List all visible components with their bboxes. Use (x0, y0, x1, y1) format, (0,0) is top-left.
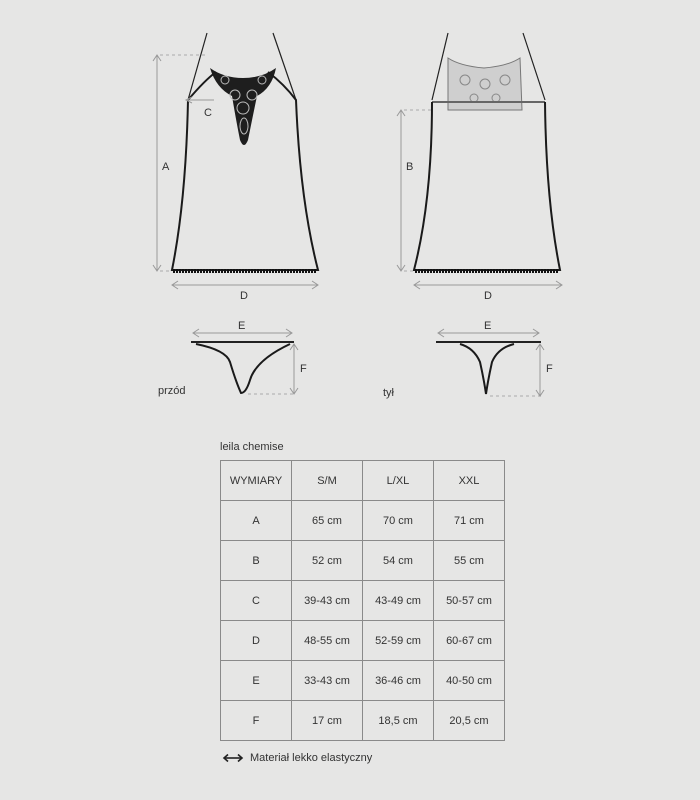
table-row (221, 541, 505, 581)
table-cell: 55 cm (434, 541, 505, 581)
back-label: tył (383, 387, 394, 399)
header-cell: S/M (292, 461, 363, 501)
table-row (221, 661, 505, 701)
front-chemise (153, 33, 318, 302)
table-cell: 50-57 cm (434, 581, 505, 621)
table-cell: 40-50 cm (434, 661, 505, 701)
table-cell: 54 cm (363, 541, 434, 581)
table-cell: 36-46 cm (363, 661, 434, 701)
table-cell: 52-59 cm (363, 621, 434, 661)
table-cell: E (221, 661, 292, 701)
table-row (221, 621, 505, 661)
table-cell: 52 cm (292, 541, 363, 581)
table-cell: C (221, 581, 292, 621)
header-cell: L/XL (363, 461, 434, 501)
label-F-front: F (300, 363, 307, 375)
table-cell: 39-43 cm (292, 581, 363, 621)
label-D-front: D (240, 290, 248, 302)
label-E-back: E (484, 320, 492, 332)
table-header-row (221, 461, 505, 501)
table-cell: 33-43 cm (292, 661, 363, 701)
header-cell: XXL (434, 461, 505, 501)
table-cell: 65 cm (292, 501, 363, 541)
elastic-note (222, 752, 372, 764)
header-cell: WYMIARY (221, 461, 292, 501)
table-row (221, 701, 505, 741)
table-cell: 43-49 cm (363, 581, 434, 621)
double-arrow-icon (222, 753, 244, 763)
table-cell: 17 cm (292, 701, 363, 741)
table-cell: 18,5 cm (363, 701, 434, 741)
table-cell: A (221, 501, 292, 541)
table-cell: 20,5 cm (434, 701, 505, 741)
back-thong (383, 320, 553, 399)
table-cell: 60-67 cm (434, 621, 505, 661)
label-A: A (162, 161, 170, 173)
front-lace-panel (210, 68, 276, 145)
label-E-front: E (238, 320, 246, 332)
back-chemise (397, 33, 562, 302)
table-title: leila chemise (220, 441, 284, 453)
elastic-note-text: Materiał lekko elastyczny (250, 752, 373, 764)
table-cell: 70 cm (363, 501, 434, 541)
label-D-back: D (484, 290, 492, 302)
table-cell: 48-55 cm (292, 621, 363, 661)
table-cell: D (221, 621, 292, 661)
label-C: C (204, 107, 212, 119)
table-cell: 71 cm (434, 501, 505, 541)
front-label: przód (158, 385, 186, 397)
size-table (220, 460, 505, 741)
table-row (221, 501, 505, 541)
table-cell: B (221, 541, 292, 581)
label-B: B (406, 161, 414, 173)
label-F-back: F (546, 363, 553, 375)
table-row (221, 581, 505, 621)
front-thong (158, 320, 307, 397)
table-cell: F (221, 701, 292, 741)
